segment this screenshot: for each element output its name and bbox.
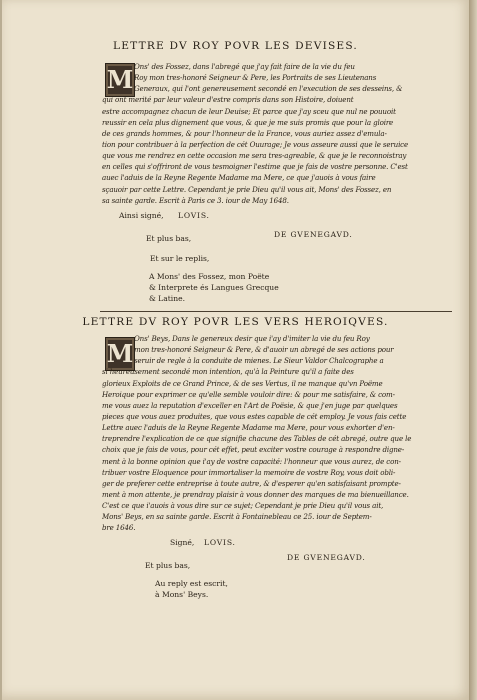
letter1-address-line-3: & Latine. xyxy=(149,294,186,303)
body-line: bre 1646. xyxy=(102,523,136,533)
letter2-address-line-2: à Mons' Beys. xyxy=(155,590,209,599)
body-line: glorieux Exploits de ce Grand Prince, & de ses Vertus, il ne manque qu'vn Poëme xyxy=(102,378,383,388)
body-line: treprendre l'explication de ce que signifie chacune des Tables de cét abregé, outre que le xyxy=(102,434,412,444)
letter1-title: LETTRE DV ROY POVR LES DEVISES. xyxy=(112,40,359,52)
body-line: Roy mon tres-honoré Seigneur & Pere, les Portraits de ses Lieutenans xyxy=(134,73,377,83)
body-line: auec l'aduis de la Reyne Regente Madame ma Mere, ce que j'auois à vous faire xyxy=(102,173,376,183)
body-line: tribuer vostre Eloquence pour immortaliser la memoire de vostre Roy, vous doit obli- xyxy=(102,467,396,477)
section-divider xyxy=(100,311,452,312)
body-line: Mons' Beys, en sa sainte garde. Escrit à Fontainebleau ce 25. iour de Septem- xyxy=(102,512,372,522)
body-line: estre accompagnez chacun de leur Deuise; Et parce que j'ay sceu que nul ne pouuoit xyxy=(102,106,396,116)
body-line: Heroique pour exprimer ce qu'elle semble vouloir dire: & pour me satisfaire, & com- xyxy=(102,389,395,399)
letter2-title: LETTRE DV ROY POVR LES VERS HEROIQVES. xyxy=(82,316,389,328)
letter1-body xyxy=(102,61,452,206)
body-line: si heureusement secondé mon intention, qu'à la Peinture qu'il a faite des xyxy=(102,367,354,377)
body-line: pieces que vous auez produites, que vous estes capable de cét employ. Je vous fais cette xyxy=(102,411,407,421)
body-line: Lettre auec l'aduis de la Reyne Regente Madame ma Mere, pour vous exhorter d'en- xyxy=(102,423,395,433)
body-line: seruir de regle à la conduite de mienes. Le Sieur Valdor Chalcographe a xyxy=(134,356,384,366)
letter1-dropcap: M xyxy=(105,63,135,97)
body-line: de ces grands hommes, & pour l'honneur de la France, vous auriez assez d'emula- xyxy=(102,128,387,138)
body-line: en celles qui s'offriront de vous tesmoigner l'estime que je fais de vostre personne. C'est xyxy=(102,162,408,172)
letter1-signed-label: Ainsi signé, xyxy=(119,211,164,220)
letter1-address-line-1: A Mons' des Fossez, mon Poëte xyxy=(149,272,270,281)
document-page xyxy=(2,0,469,700)
body-line: ment à la bonne opinion que i'ay de vostre capacité: l'honneur que vous aurez, de con- xyxy=(102,456,401,466)
body-line: qui ont merité par leur valeur d'estre compris dans son Histoire, doiuent xyxy=(102,95,354,105)
letter1-address-line-2: & Interprete és Langues Grecque xyxy=(149,283,279,292)
letter2-signed-label: Signé, xyxy=(170,538,195,547)
body-line: choix que je fais de vous, pour cét effet, peut exciter vostre courage à respondre digne- xyxy=(102,445,405,455)
body-line: me vous auez la reputation d'exceller en l'Art de Poësie, & que j'en juge par quelques xyxy=(102,400,398,410)
body-line: Generaux, qui l'ont genereusement secondé en l'execution de ses desseins, & xyxy=(134,84,403,94)
body-line: ment à mon attente, je prendray plaisir à vous donner des marques de ma bienueillance. xyxy=(102,489,409,499)
page-edge xyxy=(469,0,477,700)
body-line: Ons' des Fossez, dans l'abregé que j'ay fait faire de la vie du feu xyxy=(134,62,355,71)
letter1-signed-name: LOVIS. xyxy=(178,211,210,220)
letter2-countersign-name: DE GVENEGAVD. xyxy=(287,553,366,562)
letter1-countersign-label: Et plus bas, xyxy=(146,234,192,243)
letter2-body xyxy=(102,333,452,534)
letter1-replis-label: Et sur le replis, xyxy=(150,254,210,263)
body-line: reussir en cela plus dignement que vous, & que je me suis promis que pour la gloire xyxy=(102,117,394,127)
body-line: C'est ce que i'auois à vous dire sur ce sujet; Cependant je prie Dieu qu'il vous ait, xyxy=(102,501,384,511)
letter2-signed-name: LOVIS. xyxy=(204,538,236,547)
letter1-countersign-name: DE GVENEGAVD. xyxy=(274,230,353,239)
body-line: sa sainte garde. Escrit à Paris ce 3. iour de May 1648. xyxy=(102,195,289,205)
letter2-address-line-1: Au reply est escrit, xyxy=(155,579,228,588)
body-line: tion pour contribuer à la perfection de cét Ouurage; Je vous asseure aussi que le seruice xyxy=(102,139,409,149)
letter2-countersign-label: Et plus bas, xyxy=(145,561,191,570)
letter2-dropcap: M xyxy=(105,337,135,371)
body-line: Ons' Beys, Dans le genereux desir que i'ay d'imiter la vie du feu Roy xyxy=(134,334,370,343)
body-line: mon tres-honoré Seigneur & Pere, & d'auoir un abregé de ses actions pour xyxy=(134,345,394,355)
body-line: que vous me rendrez en cette occasion me sera tres-agreable, & que je le reconnoistray xyxy=(102,151,407,161)
body-line: ger de preferer cette entreprise à toute autre, & d'esperer qu'en satisfaisant prompte- xyxy=(102,478,401,488)
body-line: sçauoir par cette Lettre. Cependant je prie Dieu qu'il vous ait, Mons' des Fossez, en xyxy=(102,184,392,194)
